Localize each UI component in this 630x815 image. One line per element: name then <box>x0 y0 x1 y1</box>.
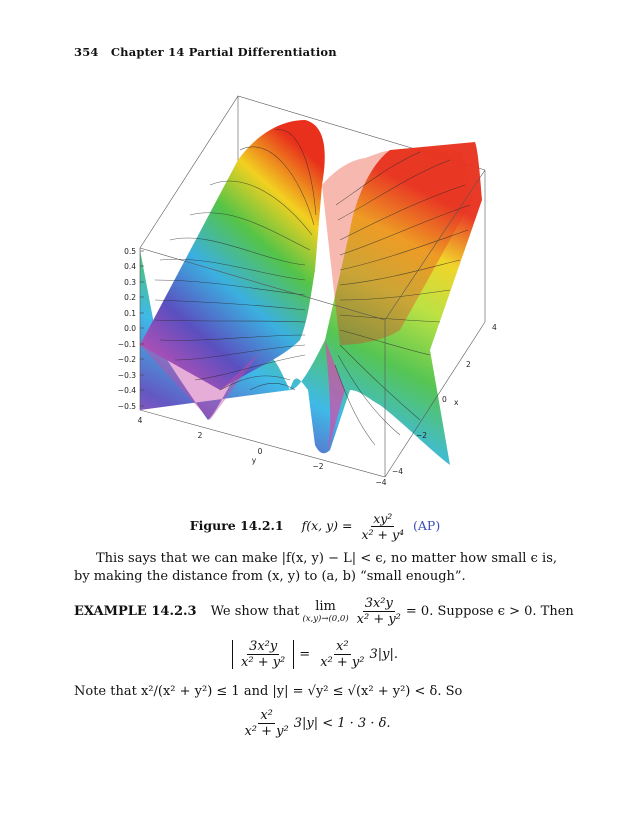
lim-subscript: (x,y)→(0,0) <box>302 614 349 624</box>
figure-caption <box>0 512 630 541</box>
y-tick: −4 <box>375 478 387 485</box>
eq2-tail: 3|y| < 1 · 3 · δ. <box>293 716 391 731</box>
x-axis-label: x <box>454 398 459 407</box>
eq2-fraction <box>242 709 290 738</box>
chapter-title: Chapter 14 Partial Differentiation <box>110 45 337 59</box>
z-tick: 0.1 <box>124 309 136 318</box>
figure-label: Figure 14.2.1 <box>189 518 284 533</box>
z-tick: 0.5 <box>124 247 136 256</box>
caption-denominator: x² + y⁴ <box>361 527 405 542</box>
z-tick: −0.2 <box>117 355 136 364</box>
caption-numerator: xy² <box>373 511 393 526</box>
caption-fraction <box>359 512 406 541</box>
caption-function: f(x, y) = <box>301 518 353 533</box>
z-tick: −0.1 <box>117 340 136 349</box>
note-line: Note that x²/(x² + y²) ≤ 1 and |y| = √y² ≤ √(x² + y²) < δ. So <box>74 684 463 699</box>
z-tick: −0.5 <box>117 402 136 411</box>
x-tick: 2 <box>466 360 471 369</box>
example-numerator: 3x²y <box>364 596 393 611</box>
example-label: EXAMPLE 14.2.3 <box>74 604 197 619</box>
eq2-den: x² + y² <box>244 724 289 739</box>
z-tick: 0.0 <box>124 324 136 333</box>
paragraph: This says that we can make |f(x, y) − L| < ϵ, no matter how small ϵ is, by making the distance from (x, y) to (a, b) “small enough”. <box>74 551 557 584</box>
eq1-den2: x² + y² <box>320 655 365 670</box>
eq2-num: x² <box>260 708 273 723</box>
lim-text: lim <box>315 599 336 614</box>
y-tick: 4 <box>137 416 143 425</box>
x-tick: 4 <box>492 323 497 332</box>
x-tick: 0 <box>442 395 447 404</box>
z-tick: 0.4 <box>124 262 136 271</box>
page-number: 354 <box>74 45 99 59</box>
eq1-den1: x² + y² <box>241 655 286 670</box>
z-tick: −0.3 <box>117 371 136 380</box>
eq1-num2: x² <box>336 639 349 654</box>
y-axis-label: y <box>251 456 257 465</box>
y-tick: 0 <box>257 447 263 456</box>
eq1-num1: 3x²y <box>249 639 278 654</box>
eq1-fraction-right <box>318 640 366 669</box>
example-lead: We show that <box>210 604 300 619</box>
eq1-equals: = <box>299 647 311 662</box>
z-tick: 0.3 <box>124 278 136 287</box>
example-fraction <box>355 597 403 626</box>
abs-value <box>232 640 294 669</box>
running-header <box>74 45 337 59</box>
z-axis-labels <box>118 247 136 411</box>
equation-1 <box>0 640 630 669</box>
ap-link[interactable]: (AP) <box>413 518 441 533</box>
equation-2 <box>0 708 630 738</box>
y-tick: 2 <box>197 431 203 440</box>
y-tick: −2 <box>312 462 324 471</box>
example-denominator: x² + y² <box>356 612 401 627</box>
limit-operator <box>302 599 348 624</box>
eq1-tail: 3|y|. <box>369 647 398 662</box>
eq1-fraction-left <box>239 640 287 669</box>
surface-plot-figure <box>100 90 520 485</box>
y-axis-labels <box>138 416 387 485</box>
x-tick: −4 <box>392 467 404 476</box>
z-tick: −0.4 <box>117 386 136 395</box>
example-line <box>74 597 574 626</box>
z-tick: 0.2 <box>124 293 136 302</box>
x-tick: −2 <box>416 431 428 440</box>
example-after: = 0. Suppose ϵ > 0. Then <box>405 604 574 619</box>
